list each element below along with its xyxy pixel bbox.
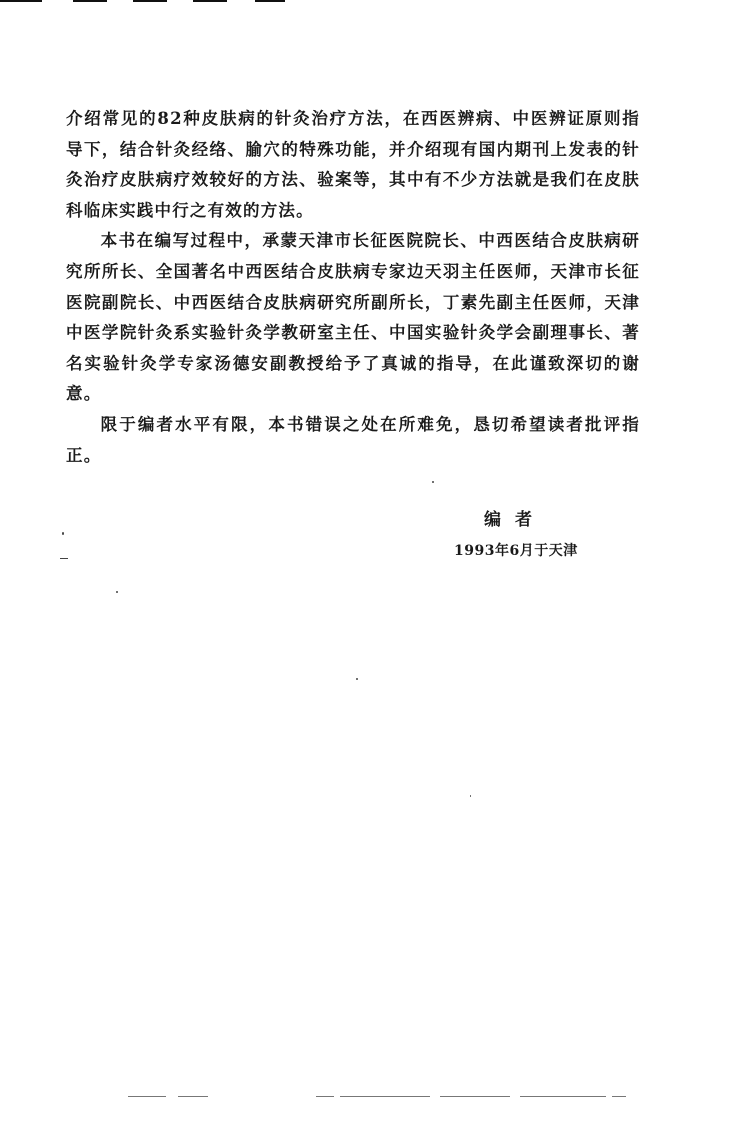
- top-rule-2: [73, 0, 107, 2]
- paragraph-intro: 介绍常见的82种皮肤病的针灸治疗方法，在西医辨病、中医辨证原则指导下，结合针灸经络、腧穴的特殊功能，并介绍现有国内期刊上发表的针灸治疗皮肤病疗效较好的方法、验案等，其中有不少方法就是我们在皮肤科临床实践中行之有效的方法。: [66, 109, 640, 220]
- scan-speck: [432, 481, 434, 483]
- top-rule-3: [133, 0, 167, 2]
- scan-speck: [356, 678, 358, 680]
- signature: 编者: [484, 510, 546, 530]
- body-text: [66, 104, 640, 471]
- paragraph-apology: 限于编者水平有限，本书错误之处在所难免，恳切希望读者批评指正。: [66, 414, 640, 465]
- bottom-scan-fragment: [440, 1096, 510, 1097]
- bottom-scan-fragment: [316, 1096, 334, 1097]
- bottom-scan-fragment: [340, 1096, 430, 1097]
- scan-speck: [470, 795, 471, 797]
- scan-speck: [62, 532, 64, 535]
- top-rule-5: [255, 0, 285, 2]
- scan-speck: [60, 558, 68, 559]
- bottom-scan-fragment: [520, 1096, 606, 1097]
- bottom-scan-fragment: [612, 1096, 626, 1097]
- top-rule-1: [0, 0, 42, 2]
- top-rule-4: [193, 0, 227, 2]
- paragraph-acknowledgement: 本书在编写过程中，承蒙天津市长征医院院长、中西医结合皮肤病研究所所长、全国著名中西医结合皮肤病专家边天羽主任医师，天津市长征医院副院长、中西医结合皮肤病研究所副所长，丁素先副主任医师，天津中医学院针灸系实验针灸学教研室主任、中国实验针灸学会副理事长、著名实验针灸学专家汤德安副教授给予了真诚的指导，在此谨致深切的谢意。: [66, 231, 640, 404]
- scan-speck: [116, 591, 118, 593]
- bottom-scan-fragment: [178, 1096, 208, 1097]
- dateline: 1993年6月于天津: [454, 543, 578, 559]
- bottom-scan-fragment: [128, 1096, 166, 1097]
